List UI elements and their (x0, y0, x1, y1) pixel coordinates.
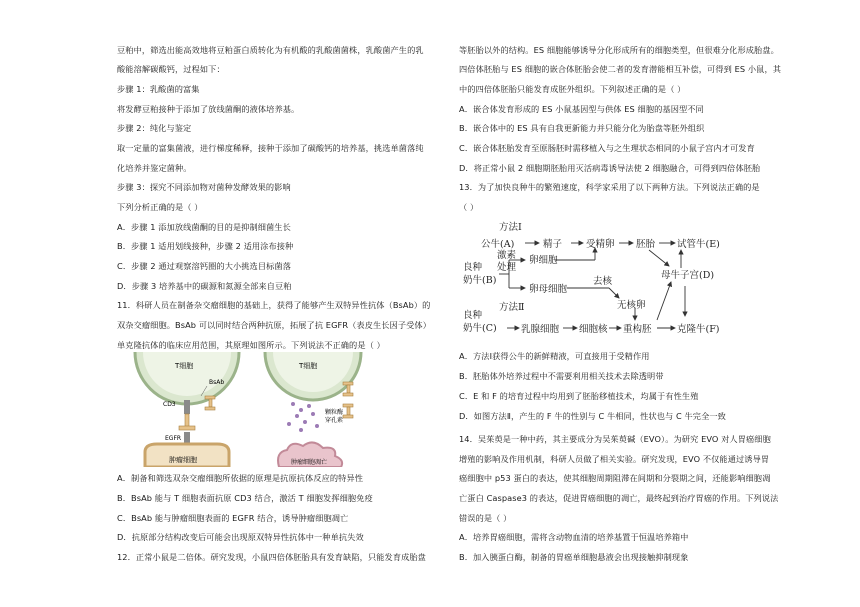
sperm: 精子 (543, 239, 563, 250)
option-c: C．嵌合体胚胎发育至原肠胚时需移植入与之生理状态相同的小鼠子宫内才可发育 (459, 143, 755, 153)
option-b: B．加入胰蛋白酶，制备的胃癌单细胞悬液会出现接触抑制现象 (459, 552, 689, 562)
tumor-death-label: 肿瘤细胞凋亡 (291, 459, 328, 466)
fertilized-egg: 受精卵 (586, 239, 615, 250)
text-line: 双杂交瘤细胞。BsAb 可以同时结合两种抗原，拓展了抗 EGFR（表皮生长因子受体） (117, 320, 432, 330)
text-line: 化培养并鉴定菌种。 (117, 163, 192, 173)
ovarian-mother-cell: 卵母细胞 (529, 284, 568, 295)
option-a: A．步骤 1 添加放线菌酮的目的是抑制细菌生长 (117, 222, 291, 232)
method-1-label: 方法Ⅰ (499, 222, 522, 233)
option-a: A．培养胃癌细胞，需将含动物血清的培养基置于恒温培养箱中 (459, 532, 689, 542)
figure-11-bispecific-antibody (117, 352, 447, 467)
reconstructed-embryo: 重构胚 (623, 324, 652, 335)
embryo: 胚胎 (636, 239, 656, 250)
option-a: A．制备和筛选双杂交瘤细胞所依据的原理是抗原抗体反应的特异性 (117, 473, 364, 483)
test-tube-cow-e: 试管牛(E) (677, 239, 720, 250)
oocyte: 卵细胞 (529, 255, 558, 266)
text-line: 豆粕中，筛选出能高效地将豆粕蛋白质转化为有机酸的乳酸菌菌株，乳酸菌产生的乳 (117, 45, 424, 55)
question-prompt: 下列分析正确的是（ ） (117, 202, 203, 212)
cow-c: 奶牛(C) (463, 323, 497, 334)
t-cell-label: T细胞 (175, 362, 194, 370)
option-b: B．胚胎体外培养过程中不需要利用相关技术去除透明带 (459, 371, 664, 381)
text-line: 步骤 2：纯化与鉴定 (117, 123, 192, 133)
denucleate-label: 去核 (593, 276, 613, 287)
option-a: A．嵌合体发育形成的 ES 小鼠基因型与供体 ES 细胞的基因型不同 (459, 104, 704, 114)
text-line: 步骤 3：探究不同添加物对菌种发酵效果的影响 (117, 182, 291, 192)
option-d: D．步骤 3 培养基中的碳源和氮源全部来自豆粕 (117, 281, 292, 291)
text-line: （ ） (459, 202, 479, 212)
option-b: B．嵌合体中的 ES 具有自我更新能力并只能分化为胎盘等胚外组织 (459, 123, 705, 133)
option-c: C．步骤 2 通过观察溶钙圈的大小挑选目标菌落 (117, 261, 291, 271)
t-cell-right-label: T细胞 (299, 362, 318, 370)
cd3-label: CD3 (163, 401, 176, 408)
text-line: 亡蛋白 Caspase3 的表达，促进胃癌细胞的凋亡，最终起到治疗胃癌的作用。下列说法 (459, 493, 779, 503)
good-breed-label: 良种 (463, 262, 483, 273)
option-c: C．BsAb 能与肿瘤细胞表面的 EGFR 结合，诱导肿瘤细胞凋亡 (117, 513, 349, 523)
tumor-cell-label: 肿瘤细胞 (169, 456, 197, 464)
mother-uterus-d: 母牛子宫(D) (661, 270, 715, 281)
free-antibody (205, 396, 215, 410)
bsab-antibody (179, 414, 195, 430)
granzyme-particles (287, 402, 319, 432)
text-line: 等胚胎以外的结构。ES 细胞能够诱导分化形成所有的细胞类型，但很难分化形成胎盘。 (459, 45, 779, 55)
bsab-label: BsAb (209, 379, 225, 386)
text-line: 单克隆抗体的临床应用范围，其原理如图所示。下列说法不正确的是（ ） (117, 340, 385, 350)
method-2-label: 方法Ⅱ (499, 302, 525, 313)
question-prompt: 错误的是（ ） (459, 513, 512, 523)
option-a: A．方法Ⅰ获得公牛的新鲜精液，可直接用于受精作用 (459, 351, 650, 361)
mammary-cell: 乳腺细胞 (521, 324, 560, 335)
option-d: D．将正常小鼠 2 细胞期胚胎用灭活病毒诱导法使 2 细胞融合，可得到四倍体胚胎 (459, 163, 761, 173)
question-13-stem: 13．为了加快良种牛的繁殖速度，科学家采用了以下两种方法。下列说法正确的是 (459, 182, 760, 192)
option-c: C．E 和 F 的培育过程中均用到了胚胎移植技术，均属于有性生殖 (459, 391, 699, 401)
option-b: B．BsAb 能与 T 细胞表面抗原 CD3 结合，激活 T 细胞发挥细胞免疫 (117, 493, 373, 503)
text-line: 将发酵豆粕接种于添加了放线菌酮的液体培养基。 (117, 104, 300, 114)
cow-b: 奶牛(B) (463, 275, 497, 286)
bull-a: 公牛(A) (481, 239, 515, 250)
text-line: 增殖的影响及作用机制，科研人员做了相关实验。研究发现，EVO 不仅能通过诱导胃 (459, 454, 770, 464)
option-d: D．抗原部分结构改变后可能会出现原双特异性抗体中一种单抗失效 (117, 532, 364, 542)
text-line: 中的四倍体胚胎只能发育成胚外组织。下列叙述正确的是（ ） (459, 84, 686, 94)
enucleated-egg: 无核卵 (617, 300, 646, 311)
option-b: B．步骤 1 适用划线接种，步骤 2 适用涂布接种 (117, 241, 294, 251)
cell-nucleus: 细胞核 (579, 324, 608, 335)
option-d: D．如图方法Ⅱ，产生的 F 牛的性别与 C 牛相同，性状也与 C 牛完全一致 (459, 411, 726, 421)
granzyme-label: 颗粒酶 (325, 409, 344, 416)
text-line: 四倍体胚胎与 ES 细胞的嵌合体胚胎会使二者的发育潜能相互补偿，可得到 ES 小鼠，其 (459, 64, 782, 74)
perforin-label: 穿孔素 (325, 417, 344, 424)
egfr-label: EGFR (165, 435, 182, 442)
figure-13-cattle-breeding (459, 216, 789, 340)
cd3-receptor (184, 400, 190, 414)
good-breed-label-2: 良种 (463, 310, 483, 321)
question-12-stem: 12．正常小鼠是二倍体。研究发现，小鼠四倍体胚胎具有发育缺陷，只能发育成胎盘 (117, 552, 426, 562)
egfr-receptor (184, 432, 190, 444)
text-line: 酸能溶解碳酸钙，过程如下： (117, 64, 225, 74)
hormone-label-1: 激素 (497, 250, 517, 261)
cloned-cow-f: 克隆牛(F) (677, 324, 720, 335)
question-11-stem: 11．科研人员在制备杂交瘤细胞的基础上，获得了能够产生双特异性抗体（BsAb）的 (117, 300, 431, 310)
text-line: 取一定量的富集菌液，进行梯度稀释，接种于添加了碳酸钙的培养基，挑选单菌落纯 (117, 143, 424, 153)
question-14-stem: 14．吴茱萸是一种中药，其主要成分为吴茱萸碱（EVO）。为研究 EVO 对人胃癌细胞 (459, 434, 771, 444)
hormone-label-2: 处理 (497, 262, 517, 273)
text-line: 步骤 1：乳酸菌的富集 (117, 84, 200, 94)
text-line: 癌细胞中 p53 蛋白的表达，使其细胞周期阻滞在间期和分裂期之间，还能影响细胞凋 (459, 473, 771, 483)
